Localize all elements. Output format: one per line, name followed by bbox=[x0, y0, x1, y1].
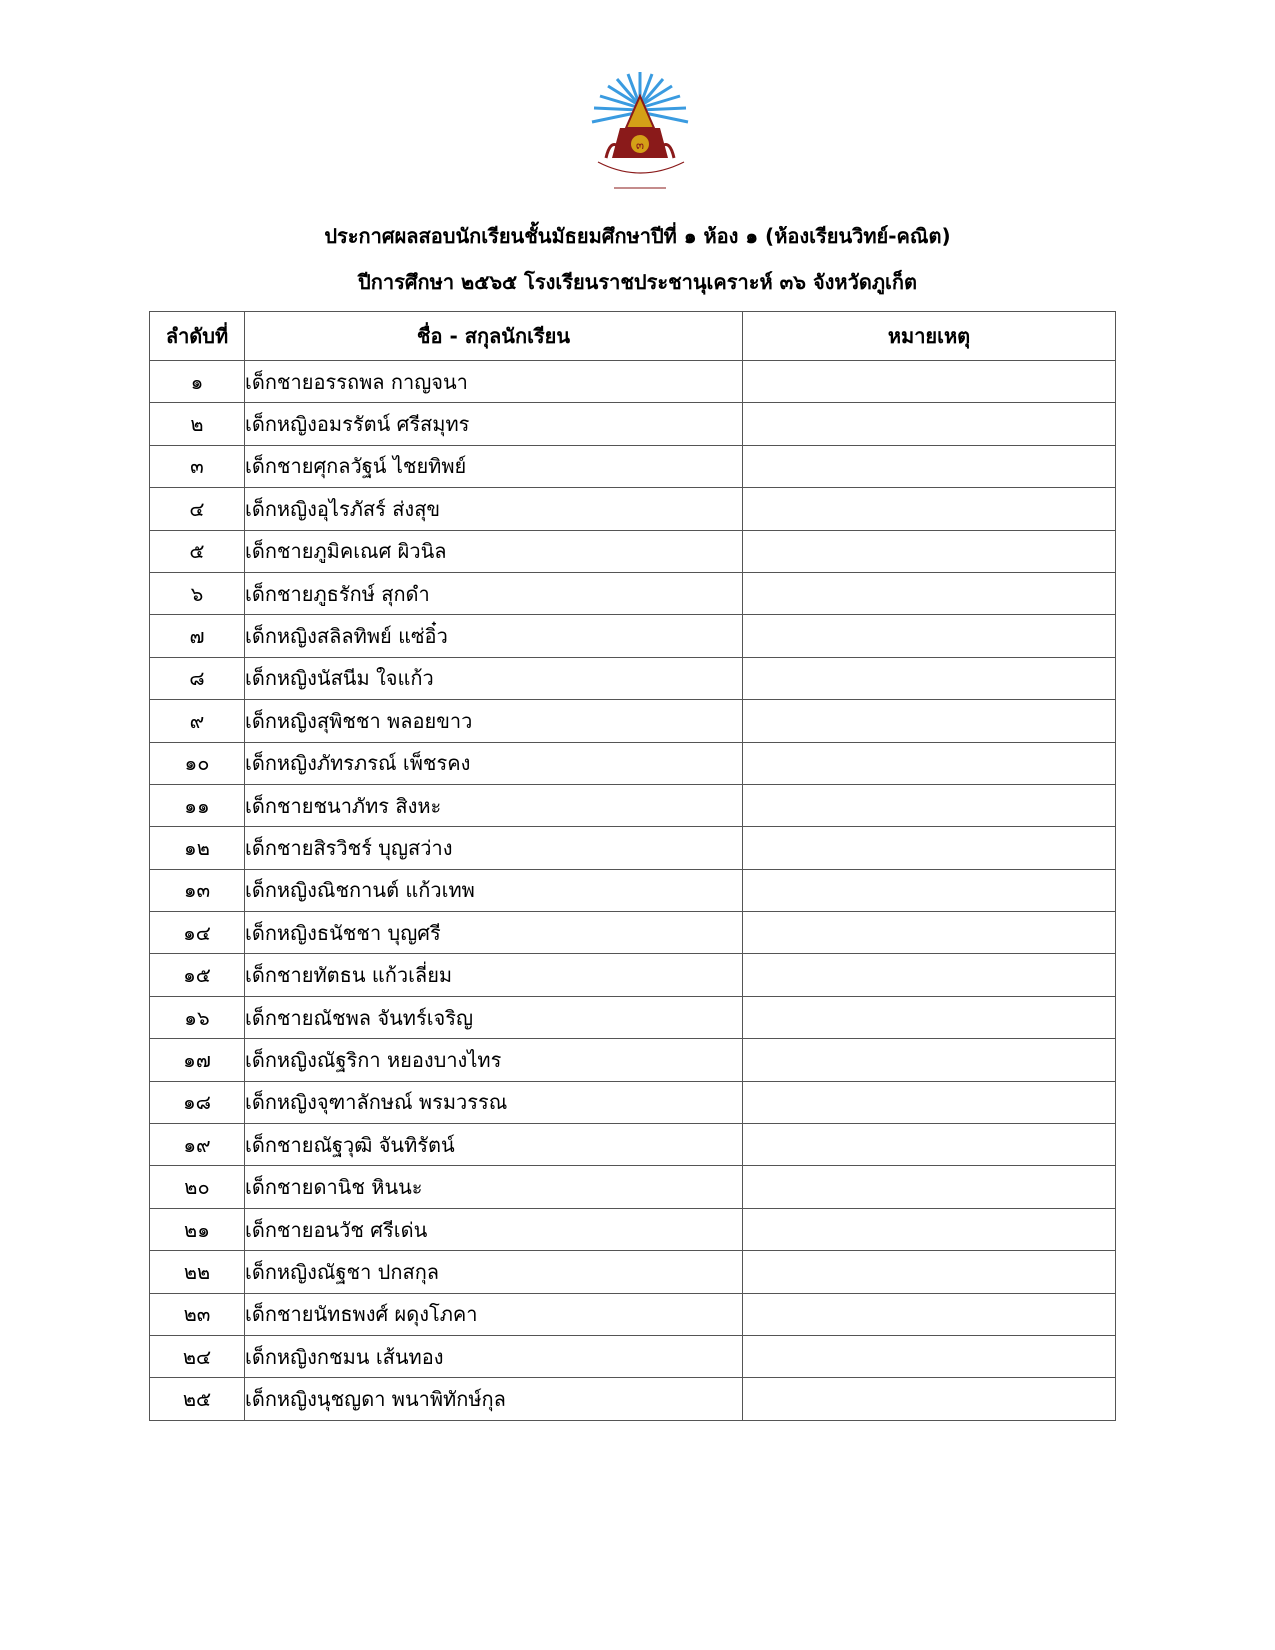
table-row bbox=[150, 1251, 1116, 1293]
remark-cell bbox=[743, 1293, 1116, 1335]
table-row bbox=[150, 445, 1116, 487]
row-number: ๑๓ bbox=[150, 869, 245, 911]
table-row bbox=[150, 700, 1116, 742]
remark-cell bbox=[743, 954, 1116, 996]
table-row bbox=[150, 1335, 1116, 1377]
student-name: เด็กหญิงสลิลทิพย์ แซ่อิ๋ว bbox=[245, 615, 743, 657]
row-number: ๕ bbox=[150, 530, 245, 572]
row-number: ๙ bbox=[150, 700, 245, 742]
student-name: เด็กหญิงนุชญดา พนาพิทักษ์กุล bbox=[245, 1378, 743, 1420]
row-number: ๒๓ bbox=[150, 1293, 245, 1335]
row-number: ๑๖ bbox=[150, 996, 245, 1038]
row-number: ๓ bbox=[150, 445, 245, 487]
table-body bbox=[150, 361, 1116, 1421]
student-name: เด็กชายศุกลวัฐน์ ไชยทิพย์ bbox=[245, 445, 743, 487]
table-row bbox=[150, 1039, 1116, 1081]
student-name: เด็กหญิงอุไรภัสร์ ส่งสุข bbox=[245, 488, 743, 530]
student-name: เด็กชายอรรถพล กาญจนา bbox=[245, 361, 743, 403]
remark-cell bbox=[743, 1081, 1116, 1123]
row-number: ๗ bbox=[150, 615, 245, 657]
student-name: เด็กหญิงสุพิชชา พลอยขาว bbox=[245, 700, 743, 742]
remark-cell bbox=[743, 742, 1116, 784]
table-row bbox=[150, 1166, 1116, 1208]
announcement-title: ประกาศผลสอบนักเรียนชั้นมัธยมศึกษาปีที่ ๑ ห้อง ๑ (ห้องเรียนวิทย์-คณิต) bbox=[324, 224, 951, 248]
student-roster-table bbox=[149, 311, 1116, 1421]
student-name: เด็กหญิงภัทรภรณ์ เพ็ชรคง bbox=[245, 742, 743, 784]
row-number: ๒๔ bbox=[150, 1335, 245, 1377]
remark-cell bbox=[743, 1208, 1116, 1250]
row-number: ๑๒ bbox=[150, 827, 245, 869]
table-row bbox=[150, 572, 1116, 614]
row-number: ๒ bbox=[150, 403, 245, 445]
table-row bbox=[150, 1124, 1116, 1166]
remark-cell bbox=[743, 445, 1116, 487]
remark-cell bbox=[743, 403, 1116, 445]
table-header-row bbox=[150, 312, 1116, 361]
table-row bbox=[150, 827, 1116, 869]
row-number: ๑๘ bbox=[150, 1081, 245, 1123]
table-row bbox=[150, 1081, 1116, 1123]
table-row bbox=[150, 1293, 1116, 1335]
remark-cell bbox=[743, 1124, 1116, 1166]
remark-cell bbox=[743, 488, 1116, 530]
table-row bbox=[150, 403, 1116, 445]
remark-cell bbox=[743, 572, 1116, 614]
student-name: เด็กหญิงนัสนีม ใจแก้ว bbox=[245, 657, 743, 699]
row-number: ๑๑ bbox=[150, 784, 245, 826]
table-row bbox=[150, 615, 1116, 657]
remark-cell bbox=[743, 1251, 1116, 1293]
student-name: เด็กหญิงจุฑาลักษณ์ พรมวรรณ bbox=[245, 1081, 743, 1123]
school-emblem-icon bbox=[570, 66, 710, 202]
row-number: ๑ bbox=[150, 361, 245, 403]
table-row bbox=[150, 657, 1116, 699]
student-name: เด็กหญิงธนัชชา บุญศรี bbox=[245, 912, 743, 954]
student-name: เด็กชายณัชพล จันทร์เจริญ bbox=[245, 996, 743, 1038]
student-name: เด็กชายนัทธพงศ์ ผดุงโภคา bbox=[245, 1293, 743, 1335]
remark-cell bbox=[743, 361, 1116, 403]
table-row bbox=[150, 530, 1116, 572]
student-name: เด็กหญิงกชมน เส้นทอง bbox=[245, 1335, 743, 1377]
row-number: ๑๗ bbox=[150, 1039, 245, 1081]
column-header-remark: หมายเหตุ bbox=[743, 312, 1116, 361]
table-row bbox=[150, 1208, 1116, 1250]
table-row bbox=[150, 996, 1116, 1038]
student-name: เด็กชายดานิช หินนะ bbox=[245, 1166, 743, 1208]
row-number: ๔ bbox=[150, 488, 245, 530]
remark-cell bbox=[743, 1378, 1116, 1420]
row-number: ๑๐ bbox=[150, 742, 245, 784]
student-name: เด็กชายอนวัช ศรีเด่น bbox=[245, 1208, 743, 1250]
row-number: ๑๙ bbox=[150, 1124, 245, 1166]
announcement-subtitle: ปีการศึกษา ๒๕๖๕ โรงเรียนราชประชานุเคราะห์ ๓๖ จังหวัดภูเก็ต bbox=[358, 270, 917, 294]
table-row bbox=[150, 784, 1116, 826]
remark-cell bbox=[743, 615, 1116, 657]
student-name: เด็กชายภูมิคเณศ ผิวนิล bbox=[245, 530, 743, 572]
remark-cell bbox=[743, 700, 1116, 742]
row-number: ๒๑ bbox=[150, 1208, 245, 1250]
student-name: เด็กชายณัฐวุฒิ จันทิรัตน์ bbox=[245, 1124, 743, 1166]
table-row bbox=[150, 361, 1116, 403]
student-name: เด็กชายทัตธน แก้วเลี่ยม bbox=[245, 954, 743, 996]
student-name: เด็กหญิงณิชกานต์ แก้วเทพ bbox=[245, 869, 743, 911]
svg-text:๓: ๓ bbox=[635, 138, 645, 152]
table-row bbox=[150, 742, 1116, 784]
remark-cell bbox=[743, 827, 1116, 869]
remark-cell bbox=[743, 869, 1116, 911]
remark-cell bbox=[743, 1166, 1116, 1208]
remark-cell bbox=[743, 657, 1116, 699]
student-name: เด็กชายสิรวิชร์ บุญสว่าง bbox=[245, 827, 743, 869]
remark-cell bbox=[743, 996, 1116, 1038]
row-number: ๑๔ bbox=[150, 912, 245, 954]
student-name: เด็กชายชนาภัทร สิงหะ bbox=[245, 784, 743, 826]
student-name: เด็กหญิงอมรรัตน์ ศรีสมุทร bbox=[245, 403, 743, 445]
remark-cell bbox=[743, 1039, 1116, 1081]
table-row bbox=[150, 954, 1116, 996]
student-name: เด็กหญิงณัฐชา ปกสกุล bbox=[245, 1251, 743, 1293]
table-row bbox=[150, 1378, 1116, 1420]
remark-cell bbox=[743, 530, 1116, 572]
row-number: ๒๒ bbox=[150, 1251, 245, 1293]
table-row bbox=[150, 869, 1116, 911]
remark-cell bbox=[743, 912, 1116, 954]
row-number: ๑๕ bbox=[150, 954, 245, 996]
table-row bbox=[150, 488, 1116, 530]
table-row bbox=[150, 912, 1116, 954]
row-number: ๒๕ bbox=[150, 1378, 245, 1420]
student-name: เด็กหญิงณัฐริกา หยองบางไทร bbox=[245, 1039, 743, 1081]
remark-cell bbox=[743, 1335, 1116, 1377]
row-number: ๖ bbox=[150, 572, 245, 614]
column-header-order: ลำดับที่ bbox=[150, 312, 245, 361]
row-number: ๒๐ bbox=[150, 1166, 245, 1208]
remark-cell bbox=[743, 784, 1116, 826]
column-header-name: ชื่อ - สกุลนักเรียน bbox=[245, 312, 743, 361]
row-number: ๘ bbox=[150, 657, 245, 699]
student-name: เด็กชายภูธรักษ์ สุกดำ bbox=[245, 572, 743, 614]
